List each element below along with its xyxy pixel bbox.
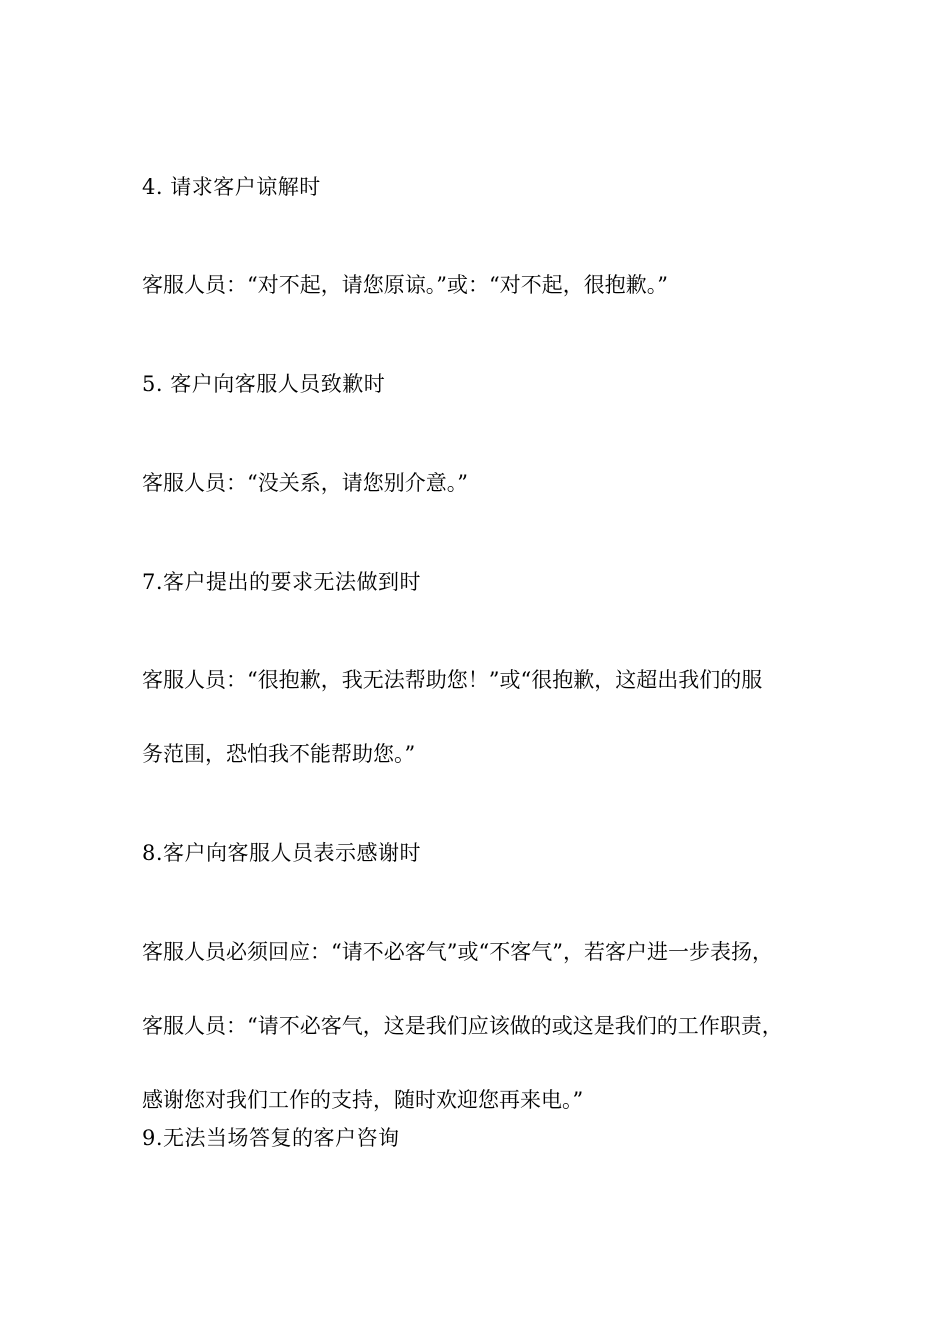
paragraph-response-8-end: 感谢您对我们工作的支持，随时欢迎您再来电。”: [142, 1088, 584, 1112]
section-heading-7: 7.客户提出的要求无法做到时: [142, 570, 422, 594]
paragraph-response-4: 客服人员：“对不起，请您原谅。”或：“对不起，很抱歉。”: [142, 273, 668, 297]
paragraph-response-8: 客服人员必须回应：“请不必客气”或“不客气”，若客户进一步表扬，: [142, 940, 773, 964]
section-heading-8: 8.客户向客服人员表示感谢时: [142, 841, 422, 865]
section-heading-5: 5. 客户向客服人员致歉时: [142, 372, 386, 396]
paragraph-response-7: 客服人员：“很抱歉，我无法帮助您！”或“很抱歉，这超出我们的服: [142, 668, 763, 692]
paragraph-response-7-cont: 务范围，恐怕我不能帮助您。”: [142, 742, 416, 766]
section-heading-4: 4. 请求客户谅解时: [142, 175, 321, 199]
paragraph-response-5: 客服人员：“没关系，请您别介意。”: [142, 471, 468, 495]
paragraph-response-8-cont: 客服人员：“请不必客气，这是我们应该做的或这是我们的工作职责，: [142, 1014, 783, 1038]
section-heading-9: 9.无法当场答复的客户咨询: [142, 1126, 400, 1150]
